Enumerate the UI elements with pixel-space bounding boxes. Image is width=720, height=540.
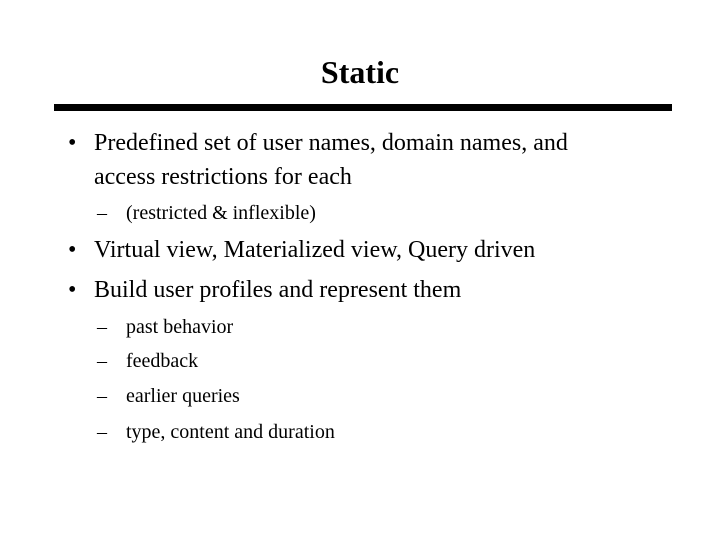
title-divider	[54, 104, 672, 111]
bullet-item	[68, 233, 688, 267]
sub-bullet-item	[97, 382, 657, 410]
sub-bullet-marker: –	[97, 316, 107, 338]
bullet-marker: •	[68, 237, 77, 263]
bullet-text-line: access restrictions for each	[94, 164, 352, 190]
sub-bullet-text: past behavior	[126, 316, 234, 338]
sub-bullet-marker: –	[97, 350, 107, 372]
bullet-marker: •	[68, 277, 77, 303]
sub-bullet-item	[97, 418, 657, 446]
sub-bullet-item	[97, 313, 657, 341]
sub-bullet-item	[97, 347, 657, 375]
sub-bullet-marker: –	[97, 385, 107, 407]
sub-bullet-marker: –	[97, 202, 107, 224]
sub-bullet-text: feedback	[126, 350, 199, 372]
sub-bullet-item	[97, 199, 657, 227]
bullet-item	[68, 126, 688, 194]
bullet-text-line: Virtual view, Materialized view, Query driven	[94, 237, 536, 263]
slide-title: Static	[320, 54, 400, 90]
sub-bullet-text: (restricted & inflexible)	[126, 202, 316, 224]
bullet-marker: •	[68, 130, 77, 156]
bullet-text-line: Build user profiles and represent them	[94, 277, 462, 303]
sub-bullet-text: type, content and duration	[126, 421, 335, 443]
sub-bullet-marker: –	[97, 421, 107, 443]
bullet-item	[68, 273, 688, 307]
sub-bullet-text: earlier queries	[126, 385, 240, 407]
bullet-text-line: Predefined set of user names, domain names, and	[94, 130, 568, 156]
